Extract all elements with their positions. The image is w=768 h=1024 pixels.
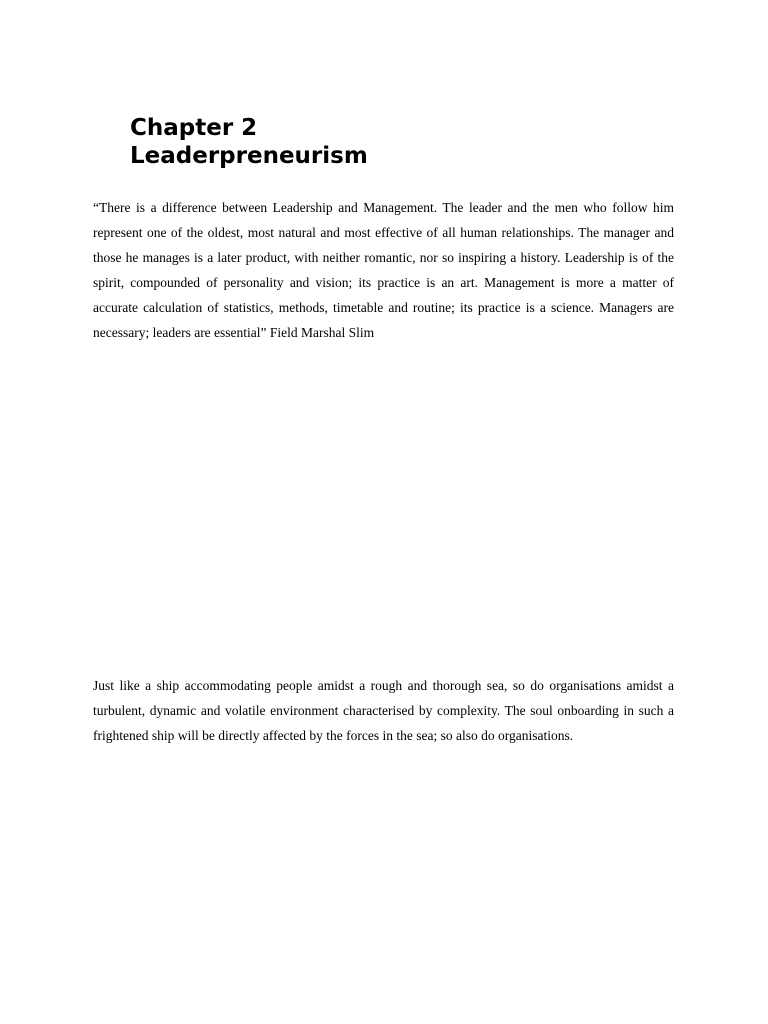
body-paragraph: Just like a ship accommodating people amidst a rough and thorough sea, so do organisations amidst a turbulent, dynamic and volatile environment characterised by complexity. The soul onboarding in such a frightened ship will be directly affected by the forces in the sea; so also do organisations. bbox=[93, 678, 674, 743]
epigraph-quote-paragraph: “There is a difference between Leadership and Management. The leader and the men who follow him represent one of the oldest, most natural and most effective of all human relationships. The manager and those he manages is a later product, with neither romantic, nor so inspiring a history. Leadership is of the spirit, compounded of personality and vision; its practice is an art. Management is more a matter of accurate calculation of statistics, methods, timetable and routine; its practice is a science. Managers are necessary; leaders are essential” Field Marshal Slim bbox=[93, 200, 674, 340]
chapter-heading bbox=[130, 114, 690, 170]
chapter-number: Chapter 2 bbox=[130, 115, 258, 141]
chapter-title: Leaderpreneurism bbox=[130, 143, 368, 169]
